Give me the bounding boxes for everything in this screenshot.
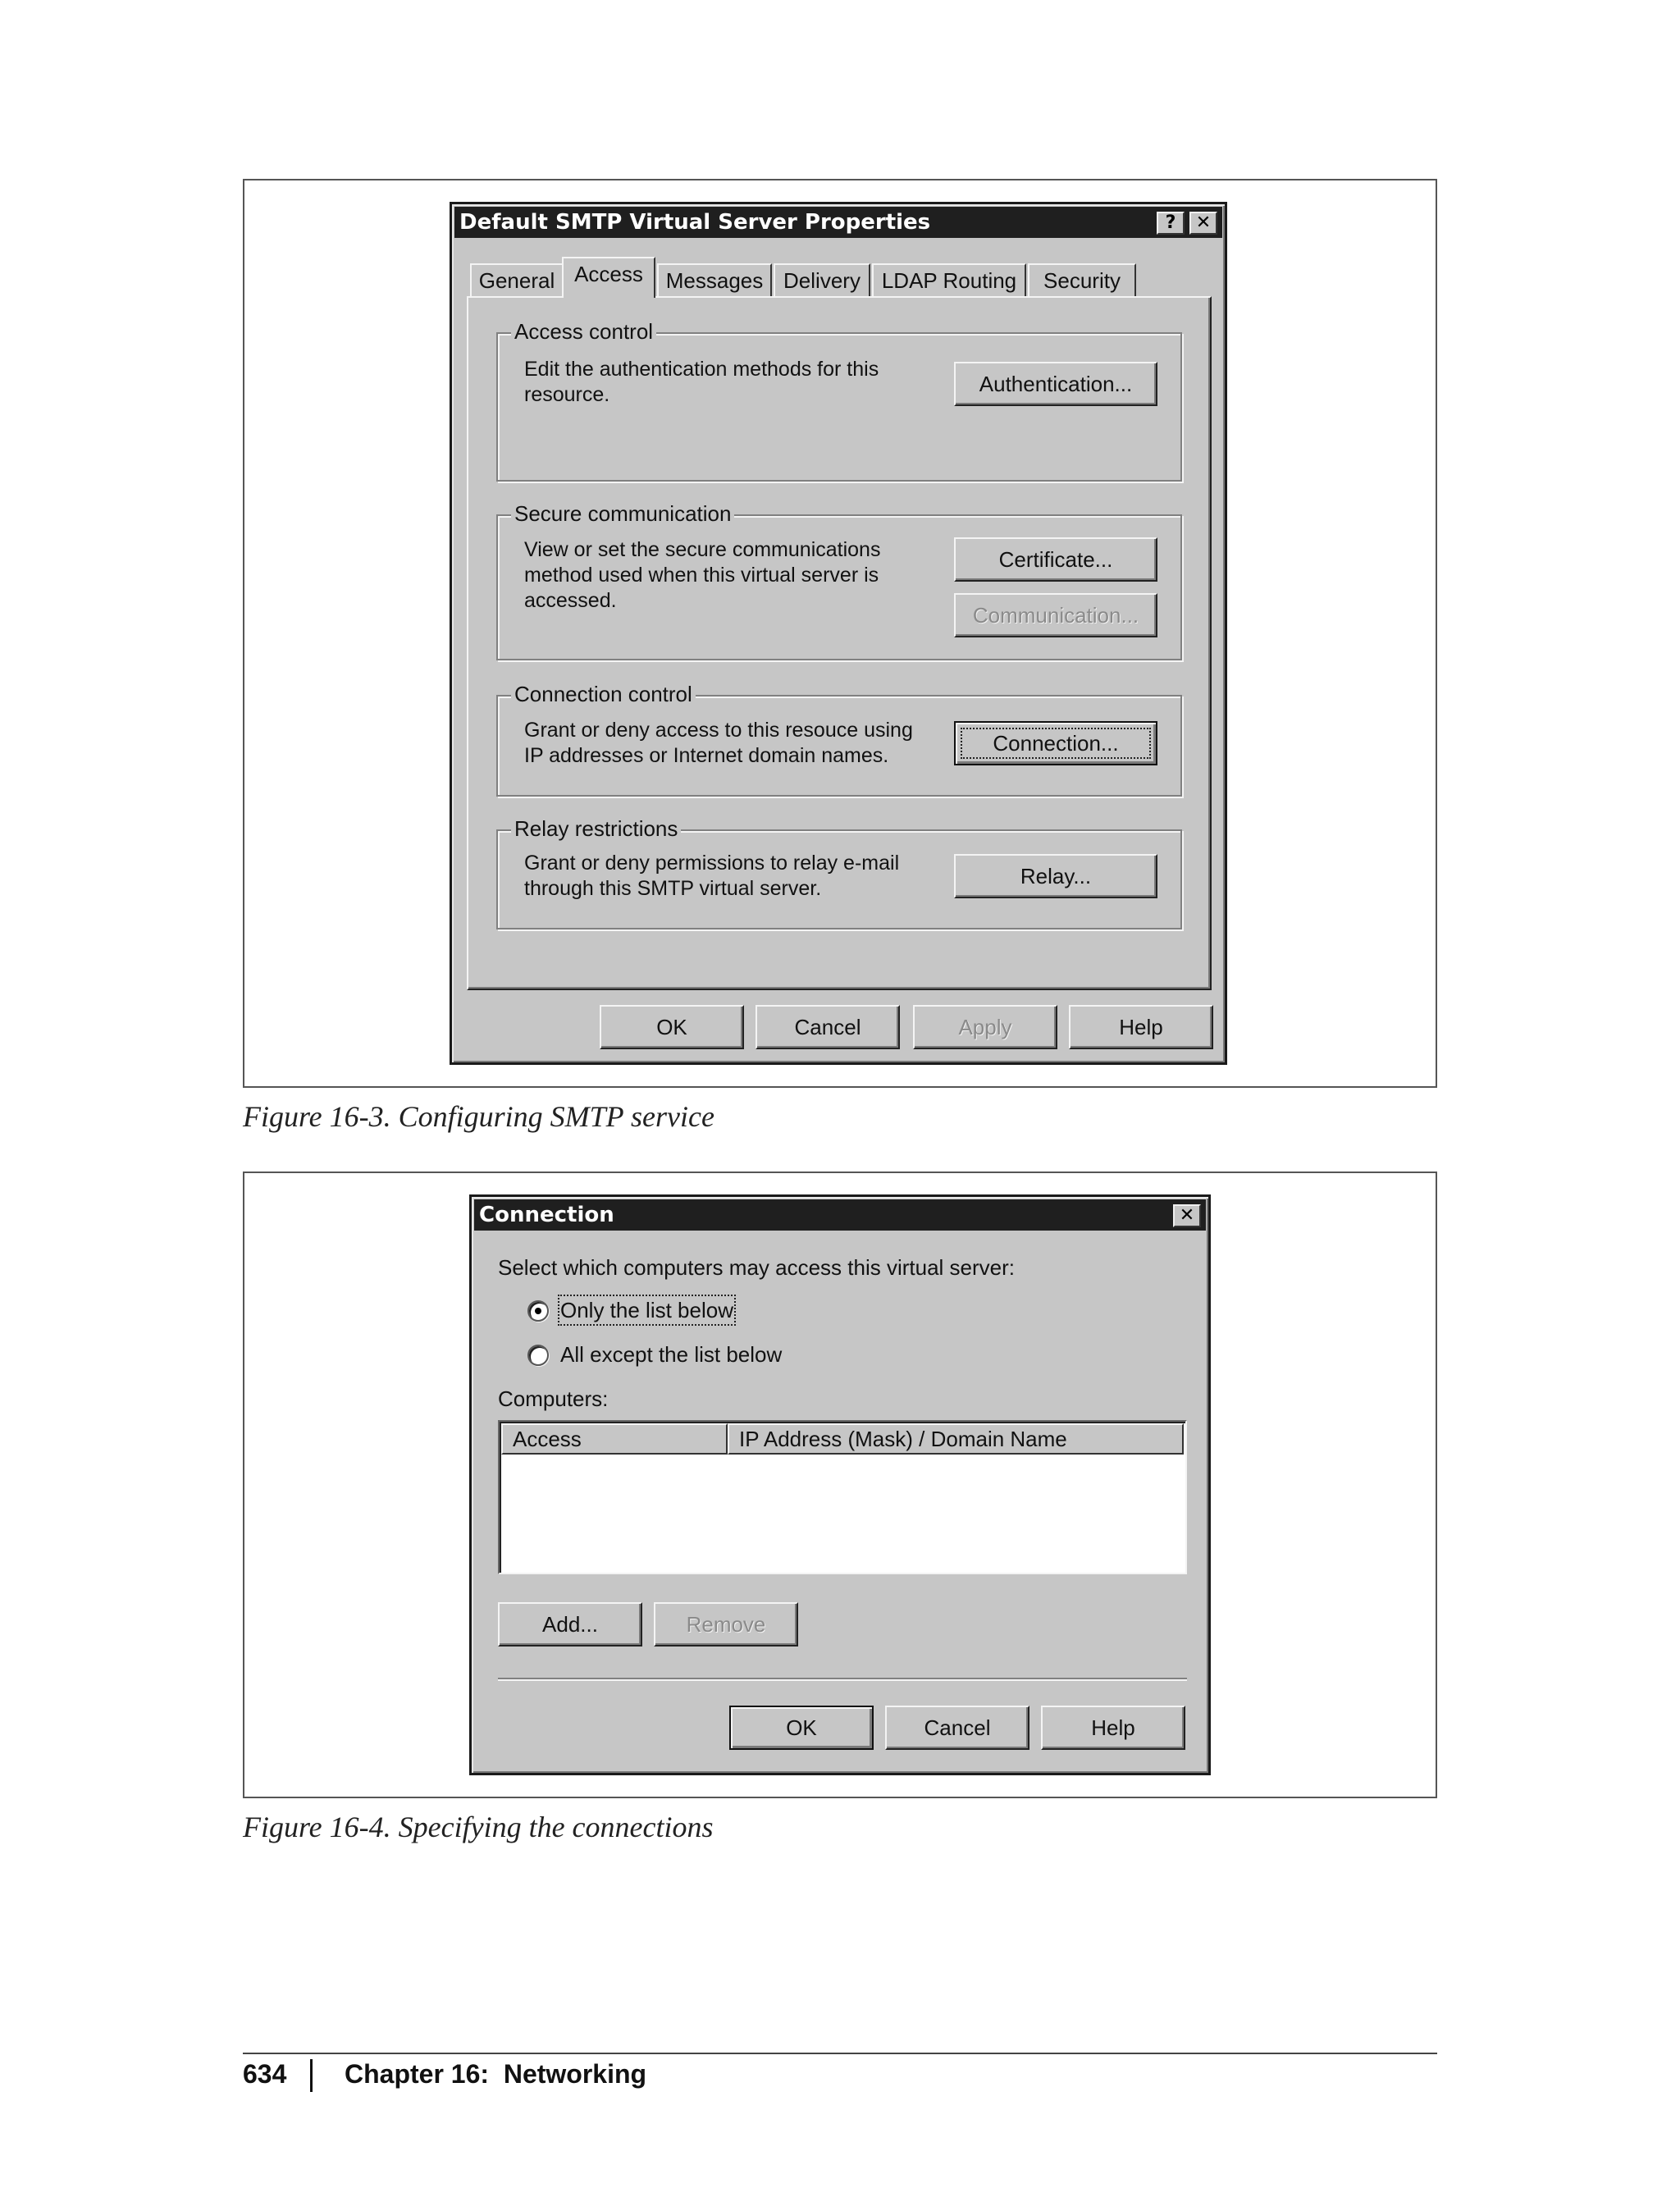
close-icon[interactable]: ✕ xyxy=(1189,212,1217,235)
relay-restrictions-text-2: through this SMTP virtual server. xyxy=(524,877,822,900)
dialog-separator xyxy=(498,1678,1187,1681)
remove-button[interactable]: Remove xyxy=(654,1602,798,1647)
figure-16-3-caption: Figure 16-3. Configuring SMTP service xyxy=(243,1100,714,1133)
access-control-title: Access control xyxy=(511,317,656,345)
connection-control-group xyxy=(496,682,1182,797)
ok-button[interactable]: OK xyxy=(729,1706,874,1750)
connection-control-text-1: Grant or deny access to this resouce using xyxy=(524,719,913,742)
page-number: 634 xyxy=(243,2059,287,2089)
radio-only-list[interactable] xyxy=(527,1300,549,1322)
radio-all-except-label[interactable]: All except the list below xyxy=(560,1342,783,1367)
access-control-text-2: resource. xyxy=(524,383,610,406)
chapter-title: Chapter 16: Networking xyxy=(345,2059,647,2089)
help-button[interactable]: Help xyxy=(1069,1005,1213,1049)
connection-dialog-title: Connection xyxy=(479,1203,614,1227)
figure-16-4-caption: Figure 16-4. Specifying the connections xyxy=(243,1811,714,1843)
apply-button[interactable]: Apply xyxy=(913,1005,1057,1049)
relay-restrictions-title: Relay restrictions xyxy=(511,815,681,843)
tab-ldap-routing[interactable]: LDAP Routing xyxy=(872,263,1026,298)
access-tab-panel xyxy=(467,296,1212,990)
relay-restrictions-text-1: Grant or deny permissions to relay e-mail xyxy=(524,852,900,875)
authentication-button[interactable]: Authentication... xyxy=(954,362,1157,406)
connection-dialog xyxy=(469,1194,1211,1775)
computers-label: Computers: xyxy=(498,1386,609,1411)
relay-restrictions-group xyxy=(496,816,1182,929)
secure-communication-title: Secure communication xyxy=(511,500,734,528)
secure-communication-text-3: accessed. xyxy=(524,589,617,612)
secure-communication-text-1: View or set the secure communications xyxy=(524,538,881,561)
computers-list[interactable] xyxy=(498,1420,1187,1574)
dialog-title-bar[interactable] xyxy=(454,207,1222,238)
ok-button[interactable]: OK xyxy=(600,1005,744,1049)
connection-title-bar[interactable] xyxy=(474,1199,1206,1231)
secure-communication-group xyxy=(496,501,1182,660)
close-icon[interactable]: ✕ xyxy=(1173,1204,1201,1227)
help-button[interactable]: Help xyxy=(1041,1706,1185,1750)
access-control-text-1: Edit the authentication methods for this xyxy=(524,358,879,381)
connection-control-title: Connection control xyxy=(511,680,696,708)
smtp-properties-dialog xyxy=(450,202,1227,1065)
radio-selected-dot xyxy=(535,1308,541,1314)
dialog-title: Default SMTP Virtual Server Properties xyxy=(459,210,931,235)
radio-only-list-label[interactable]: Only the list below xyxy=(560,1298,733,1322)
cancel-button[interactable]: Cancel xyxy=(756,1005,900,1049)
footer-rule xyxy=(243,2053,1437,2054)
communication-button[interactable]: Communication... xyxy=(954,593,1157,637)
cancel-button[interactable]: Cancel xyxy=(885,1706,1029,1750)
radio-all-except[interactable] xyxy=(527,1345,549,1366)
connection-button[interactable]: Connection... xyxy=(954,721,1157,765)
secure-communication-text-2: method used when this virtual server is xyxy=(524,564,879,587)
tab-delivery[interactable]: Delivery xyxy=(774,263,870,298)
column-header-access[interactable]: Access xyxy=(501,1423,728,1455)
relay-button[interactable]: Relay... xyxy=(954,854,1157,898)
access-prompt: Select which computers may access this virtual server: xyxy=(498,1255,1015,1280)
access-control-group xyxy=(496,319,1182,482)
tab-messages[interactable]: Messages xyxy=(657,263,772,298)
tab-security[interactable]: Security xyxy=(1028,263,1136,298)
help-icon[interactable]: ? xyxy=(1157,212,1185,235)
add-button[interactable]: Add... xyxy=(498,1602,642,1647)
footer-divider xyxy=(310,2059,313,2092)
tab-access[interactable]: Access xyxy=(562,257,655,298)
tab-general[interactable]: General xyxy=(470,263,564,298)
column-header-ip-address[interactable]: IP Address (Mask) / Domain Name xyxy=(728,1423,1184,1455)
certificate-button[interactable]: Certificate... xyxy=(954,537,1157,582)
connection-control-text-2: IP addresses or Internet domain names. xyxy=(524,744,889,767)
